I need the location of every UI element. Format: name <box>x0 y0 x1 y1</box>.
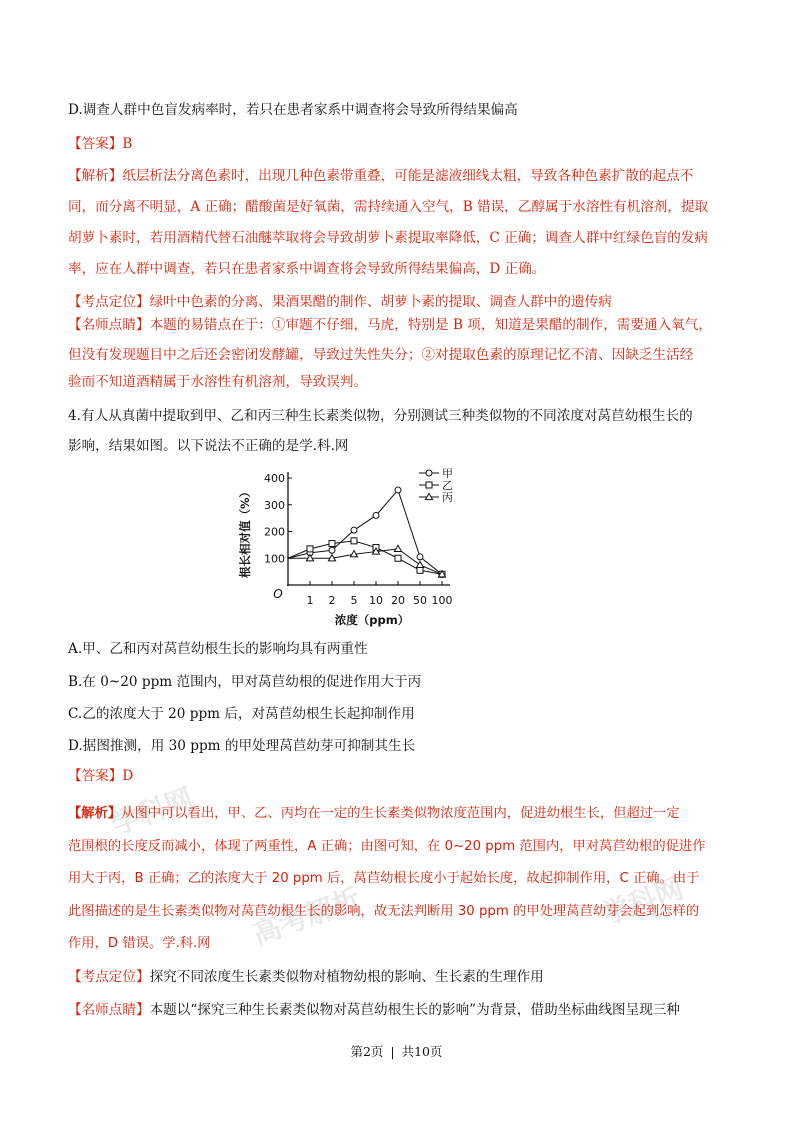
legend-label: 乙 <box>442 479 453 492</box>
analysis-tag: 【解析】 <box>68 806 122 821</box>
series-line-circle <box>288 490 442 574</box>
prev-mingshi-line: 但没有发现题目中之后还会密闭发酵罐，导致过失性失分；②对提取色素的原理记忆不清、因缺乏生活经 <box>68 347 694 363</box>
kaodian-tag: 【考点定位】 <box>68 969 150 985</box>
mingshi-text: 本题的易错点在于：①审题不仔细，马虎，特别是 B 项，知道是果醋的制作，需要通入氧气， <box>149 317 712 333</box>
prev-option-d: D.调查人群中色盲发病率时，若只在患者家系中调查将会导致所得结果偏高 <box>68 102 518 118</box>
legend-label: 丙 <box>442 491 453 504</box>
page-footer <box>0 1042 793 1060</box>
analysis-text: 纸层析法分离色素时，出现几种色素带重叠，可能是滤液细线太粗，导致各种色素扩散的起点不 <box>122 168 694 184</box>
data-point-circle <box>395 487 401 493</box>
data-point-square <box>307 546 313 552</box>
q4-analysis-line: 用大于丙，B 正确；乙的浓度大于 20 ppm 后，莴苣幼根长度小于起始长度，故起抑制作用，C 正确。由于 <box>68 871 700 886</box>
q4-mingshi <box>68 1001 680 1019</box>
page-total: 共10页 <box>401 1044 443 1059</box>
chart-axes <box>238 472 453 627</box>
analysis-text: 从图中可以看出，甲、乙、丙均在一定的生长素类似物浓度范围内，促进幼根生长，但超过一定 <box>121 806 680 821</box>
x-axis-label: 浓度（ppm） <box>334 613 410 627</box>
x-tick-label: 10 <box>369 594 383 607</box>
q4-analysis-line <box>68 805 680 823</box>
data-point-triangle <box>416 561 423 567</box>
footer-separator: | <box>390 1044 395 1059</box>
q4-analysis-line: 范围根的长度反而减小，体现了两重性，A 正确；由图可知，在 0~20 ppm 范围内，甲对莴苣幼根的促进作 <box>68 839 706 854</box>
data-point-square <box>351 538 357 544</box>
question4-stem: 影响，结果如图。以下说法不正确的是学.科.网 <box>68 438 349 454</box>
data-point-square <box>395 555 401 561</box>
q4-analysis-line: 作用，D 错误。学.科.网 <box>68 936 211 951</box>
analysis-tag: 【解析】 <box>68 168 123 184</box>
answer-value: B <box>122 136 133 152</box>
prev-analysis-line: 胡萝卜素时，若用酒精代替石油醚萃取将会导致胡萝卜素提取率降低，C 正确；调查人群中红绿色盲的发病 <box>68 230 709 246</box>
answer-value: D <box>122 768 134 784</box>
option-a: A.甲、乙和丙对莴苣幼根生长的影响均具有两重性 <box>68 641 368 657</box>
x-tick-label: 5 <box>350 594 358 607</box>
kaodian-text: 绿叶中色素的分离、果酒果醋的制作、胡萝卜素的提取、调查人群中的遗传病 <box>149 294 612 310</box>
option-b: B.在 0~20 ppm 范围内，甲对莴苣幼根的促进作用大于丙 <box>68 674 422 690</box>
data-point-square <box>329 541 335 547</box>
data-point-circle <box>351 527 357 533</box>
x-tick-label: 50 <box>413 594 427 607</box>
x-tick-label: 100 <box>431 594 453 607</box>
y-tick-label: 200 <box>264 525 285 539</box>
data-point-circle <box>373 512 379 518</box>
watermark: 学科网 <box>597 871 688 932</box>
q4-kaodian <box>68 968 544 986</box>
question4-stem: 4.有人从真菌中提取到甲、乙和丙三种生长素类似物，分别测试三种类似物的不同浓度对莴苣幼根生长的 <box>68 408 693 424</box>
option-c: C.乙的浓度大于 20 ppm 后，对莴苣幼根生长起抑制作用 <box>68 706 415 722</box>
answer-tag: 【答案】 <box>68 136 123 152</box>
q4-answer <box>68 767 133 785</box>
line-chart <box>236 458 466 630</box>
legend-marker <box>426 482 432 488</box>
legend-marker <box>426 470 432 476</box>
q4-analysis-line: 此图描述的是生长素类似物对莴苣幼根生长的影响，故无法判断用 30 ppm 的甲处理莴苣幼芽会起到怎样的 <box>68 904 700 919</box>
prev-answer <box>68 135 132 153</box>
prev-kaodian <box>68 293 612 311</box>
kaodian-text: 探究不同浓度生长素类似物对植物幼根的影响、生长素的生理作用 <box>149 969 544 985</box>
watermark: 学科网 <box>107 781 198 842</box>
x-tick-label: 20 <box>391 594 405 607</box>
mingshi-tag: 【名师点睛】 <box>68 1002 150 1018</box>
chart-series <box>288 487 446 577</box>
data-point-circle <box>329 547 335 553</box>
prev-analysis-line: 率，应在人群中调查，若只在患者家系中调查将会导致所得结果偏高，D 正确。 <box>68 261 546 277</box>
data-point-circle <box>417 554 423 560</box>
answer-tag: 【答案】 <box>68 768 123 784</box>
page-number: 第2页 <box>350 1044 384 1059</box>
mingshi-text: 本题以“探究三种生长素类似物对莴苣幼根生长的影响”为背景，借助坐标曲线图呈现三种 <box>149 1002 681 1018</box>
x-tick-label: 2 <box>328 594 336 607</box>
origin-label: O <box>273 587 283 601</box>
data-point-triangle <box>394 545 401 551</box>
y-tick-label: 400 <box>264 472 285 485</box>
prev-mingshi-line: 验而不知道酒精属于水溶性有机溶剂，导致误判。 <box>68 374 368 390</box>
data-point-square <box>417 567 423 573</box>
watermark: 高考解析 <box>248 881 365 952</box>
prev-mingshi-line <box>68 316 712 334</box>
prev-analysis-line: 同，而分离不明显，A 正确；醋酸菌是好氧菌，需持续通入空气，B 错误，乙醇属于水溶性有机溶剂，提取 <box>68 199 709 215</box>
legend-label: 甲 <box>442 467 453 480</box>
y-axis-label: 根长相对值（%） <box>238 485 252 579</box>
chart-legend <box>419 467 453 504</box>
prev-analysis-line <box>68 167 693 185</box>
x-tick-label: 1 <box>306 594 314 607</box>
mingshi-tag: 【名师点睛】 <box>68 317 150 333</box>
kaodian-tag: 【考点定位】 <box>68 294 150 310</box>
y-tick-label: 100 <box>264 552 285 566</box>
option-d: D.据图推测，用 30 ppm 的甲处理莴苣幼芽可抑制其生长 <box>68 738 416 754</box>
y-tick-label: 300 <box>264 498 285 512</box>
